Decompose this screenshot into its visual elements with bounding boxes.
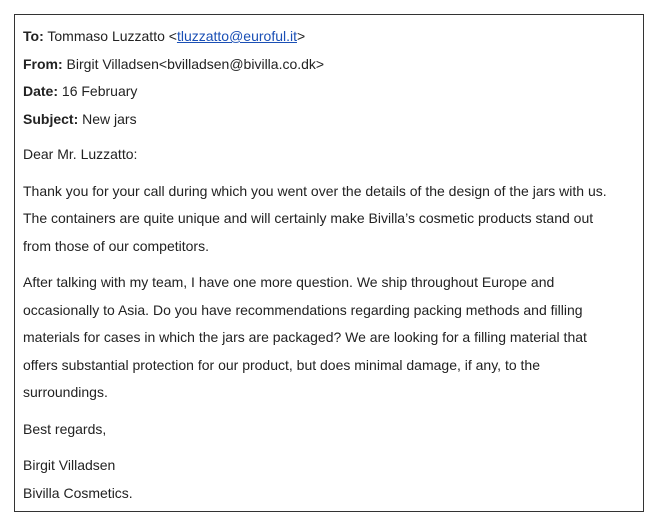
paragraph-line: from those of our competitors. — [23, 237, 209, 254]
to-open-bracket: < — [164, 28, 177, 44]
paragraph-line: Thank you for your call during which you went over the details of the design of the jars with us. — [23, 182, 607, 199]
to-close-bracket: > — [297, 28, 306, 44]
paragraph-line: After talking with my team, I have one more question. We ship throughout Europe and — [23, 274, 555, 290]
paragraph-line: occasionally to Asia. Do you have recommendations regarding packing methods and filling — [23, 301, 583, 318]
from-label: From: — [23, 55, 63, 72]
subject-label: Subject: — [23, 110, 79, 127]
subject-line — [23, 106, 643, 134]
paragraph-line: offers substantial protection for our product, but does minimal damage, if any, to the — [23, 356, 540, 373]
from-value: Birgit Villadsen<bvilladsen@bivilla.co.dk> — [62, 55, 325, 72]
paragraph-line: The containers are quite unique and will certainly make Bivilla’s cosmetic products stand out — [23, 210, 594, 226]
from-line — [23, 51, 643, 79]
signature-name: Birgit Villadsen — [23, 457, 116, 473]
signature-company: Bivilla Cosmetics. — [23, 484, 133, 501]
paragraph-line: materials for cases in which the jars are packaged? We are looking for a filling material that — [23, 329, 587, 345]
date-label: Date: — [23, 83, 59, 99]
email-message — [14, 14, 644, 512]
date-value: 16 February — [58, 83, 138, 99]
paragraph-line: surroundings. — [23, 384, 108, 400]
to-label: To: — [23, 28, 44, 44]
date-line — [23, 78, 643, 106]
to-email-link[interactable]: tluzzatto@euroful.it — [176, 28, 297, 44]
closing: Best regards, — [23, 420, 107, 437]
signature — [23, 452, 643, 507]
to-line — [23, 23, 643, 51]
subject-value: New jars — [78, 110, 137, 127]
to-name: Tommaso Luzzatto — [47, 28, 165, 44]
greeting: Dear Mr. Luzzatto: — [23, 146, 138, 162]
paragraph-1 — [23, 178, 643, 261]
paragraph-2 — [23, 269, 643, 407]
